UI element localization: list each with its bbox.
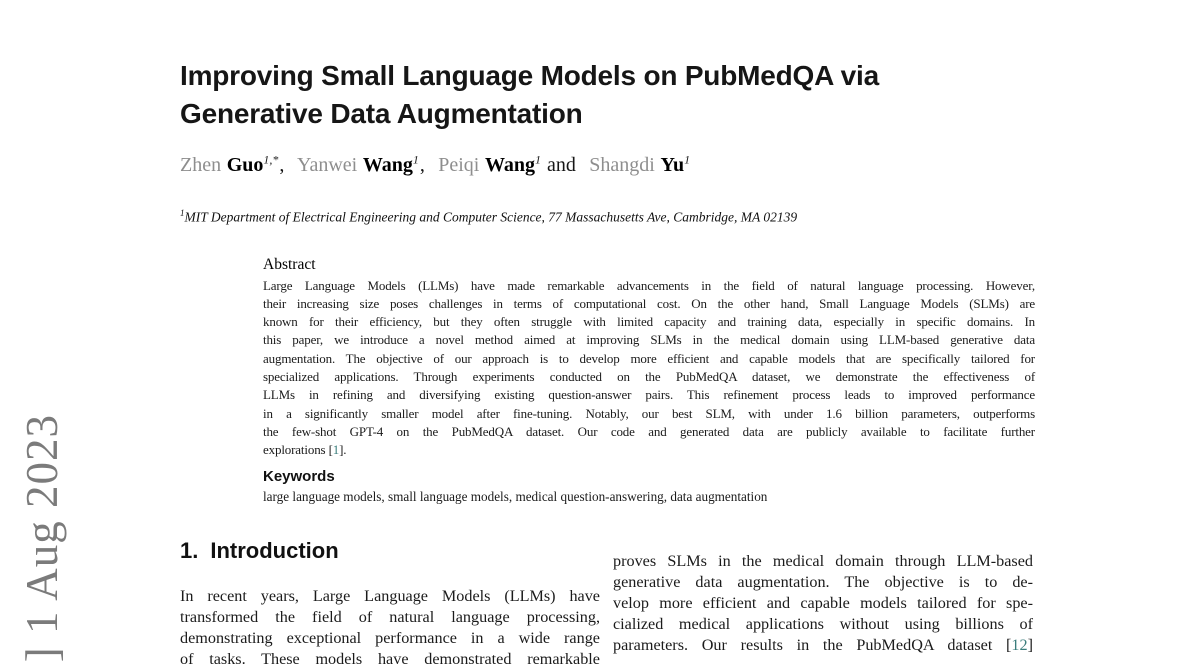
- body-line-text: ]: [1027, 636, 1033, 655]
- author-1: [180, 154, 293, 176]
- arxiv-date-stamp: ] 1 Aug 2023: [17, 413, 67, 662]
- abstract-line: the few-shot GPT-4 on the PubMedQA dataset. Our code and generated data are publicly available to facilitate further: [263, 423, 1035, 439]
- two-column-body: [180, 538, 1033, 670]
- body-line: of tasks. These models have demonstrated remarkable: [180, 650, 600, 669]
- abstract-line: specialized applications. Through experiments conducted on the PubMedQA dataset, we demonstrate the effectiveness of: [263, 368, 1035, 384]
- section-number: 1.: [180, 538, 199, 564]
- authors-line: [180, 152, 1033, 178]
- body-line: In recent years, Large Language Models (LLMs) have: [180, 587, 600, 606]
- paper-content: [180, 0, 1033, 670]
- abstract-line-text: ].: [339, 442, 347, 458]
- left-column: [180, 538, 600, 670]
- author-given-name: Shangdi: [589, 154, 655, 176]
- paper-title: [180, 57, 1033, 133]
- author-superscript: 1: [412, 152, 419, 167]
- author-family-name: Yu: [660, 154, 685, 176]
- abstract-line-text: explorations [: [263, 442, 333, 458]
- author-separator: ,: [419, 154, 425, 176]
- paper-title-line1: Improving Small Language Models on PubMedQA via: [180, 60, 879, 91]
- body-line: transformed the field of natural language processing,: [180, 608, 600, 627]
- body-line: proves SLMs in the medical domain through LLM-based: [613, 552, 1033, 571]
- keywords-heading: Keywords: [263, 468, 335, 486]
- keywords-text: large language models, small language models, medical question-answering, data augmentation: [263, 489, 768, 505]
- body-line: velop more efficient and capable models tailored for spe-: [613, 594, 1033, 613]
- body-line: demonstrating exceptional performance in a wide range: [180, 629, 600, 648]
- citation-link-12[interactable]: 12: [1011, 636, 1028, 655]
- introduction-paragraph: [180, 586, 600, 670]
- author-family-name: Wang: [362, 154, 413, 176]
- citation-link-1[interactable]: 1: [332, 442, 340, 458]
- author-given-name: Zhen: [180, 154, 222, 176]
- abstract-line: their increasing size poses challenges in terms of computational cost. On the other hand, Small Language Models (SLMs) are: [263, 295, 1035, 311]
- author-separator: and: [542, 154, 581, 176]
- author-family-name: Guo: [226, 154, 264, 176]
- section-title: Introduction: [210, 538, 339, 564]
- author-3: [438, 154, 589, 176]
- abstract-last-line: [263, 441, 1035, 459]
- author-superscript: 1: [535, 152, 541, 167]
- body-line-with-citation: [613, 635, 1033, 656]
- section-heading-introduction: [180, 538, 600, 564]
- body-line: generative data augmentation. The objective is to de-: [613, 573, 1033, 592]
- abstract-line: LLMs in refining and diversifying existing question-answer pairs. This refinement process leads to improved performance: [263, 387, 1035, 403]
- right-column: [613, 538, 1033, 670]
- abstract-line: Large Language Models (LLMs) have made remarkable advancements in the field of natural language processing. However,: [263, 277, 1035, 293]
- author-superscript: 1: [684, 152, 691, 167]
- affiliation-line: [180, 205, 1033, 226]
- author-4: [589, 154, 690, 176]
- affiliation-superscript: 1: [180, 208, 185, 218]
- abstract-line: this paper, we introduce a novel method aimed at improving SLMs in the medical domain using LLM-based generative data: [263, 332, 1035, 348]
- abstract-line: in a significantly smaller model after fine-tuning. Notably, our best SLM, with under 1.6 billion parameters, outperforms: [263, 405, 1035, 421]
- paper-title-line2: Generative Data Augmentation: [180, 98, 583, 129]
- author-given-name: Yanwei: [297, 154, 358, 176]
- abstract-line: known for their efficiency, but they often struggle with limited capacity and training data, especially in specific domains. In: [263, 314, 1035, 330]
- abstract-block: [263, 255, 1035, 506]
- abstract-line: augmentation. The objective of our approach is to develop more efficient and capable models that are specifically tailored for: [263, 350, 1035, 366]
- author-2: [297, 154, 433, 176]
- body-line: cialized medical applications without using billions of: [613, 615, 1033, 634]
- affiliation-text: MIT Department of Electrical Engineering and Computer Science, 77 Massachusetts Ave, Cambridge, MA 02139: [184, 209, 798, 225]
- author-superscript: 1,*: [263, 152, 279, 167]
- abstract-heading: Abstract: [263, 255, 316, 273]
- body-line-text: parameters. Our results in the PubMedQA dataset [: [613, 636, 1012, 655]
- author-given-name: Peiqi: [438, 154, 480, 176]
- author-separator: ,: [279, 154, 285, 176]
- author-family-name: Wang: [484, 154, 535, 176]
